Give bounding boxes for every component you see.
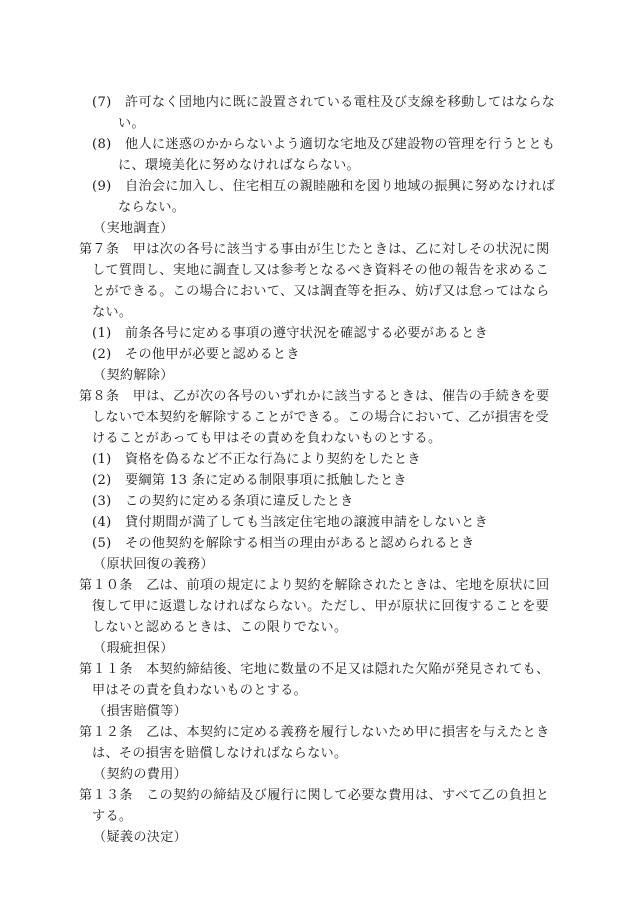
article-7-line-3: とができる。この場合において、又は調査等を拒み、妨げ又は怠ってはなら (92, 284, 550, 299)
article-13-line-1: 第１３条 この契約の締結及び履行に関して必要な費用は、すべて乙の負担と (79, 788, 550, 803)
article-8-item-5: (5) その他契約を解除する相当の理由があると認められるとき (92, 536, 475, 551)
item-9-line-1: (9) 自治会に加入し、住宅相互の親睦融和を図り地域の振興に努めなければ (92, 179, 556, 194)
section-heading-songai-baishou: （損害賠償等） (93, 704, 188, 719)
section-heading-genjou-kaifuku: （原状回復の義務） (93, 557, 214, 572)
article-11-line-2: 甲はその責を負わないものとする。 (92, 683, 308, 698)
article-8-line-3: けることがあっても甲はその責めを負わないものとする。 (92, 431, 442, 446)
article-10-line-1: 第１０条 乙は、前項の規定により契約を解除されたときは、宅地を原状に回 (79, 578, 550, 593)
item-7-line-2: い。 (118, 116, 145, 131)
article-12-line-2: は、その損害を賠償しなければならない。 (92, 746, 348, 761)
article-8-item-4: (4) 貸付期間が満了しても当該定住宅地の譲渡申請をしないとき (92, 515, 489, 530)
article-11-line-1: 第１１条 本契約締結後、宅地に数量の不足又は隠れた欠陥が発見されても、 (79, 662, 550, 677)
item-9-line-2: ならない。 (118, 200, 186, 215)
article-7-item-1: (1) 前条各号に定める事項の遵守状況を確認する必要があるとき (92, 326, 489, 341)
article-8-item-1: (1) 資格を偽るなど不正な行為により契約をしたとき (92, 452, 421, 467)
article-8-line-1: 第８条 甲は、乙が次の各号のいずれかに該当するときは、催告の手続きを要 (79, 389, 550, 404)
article-7-line-2: して質問し、実地に調査し又は参考となるべき資料その他の報告を求めるこ (92, 263, 550, 278)
article-8-line-2: しないで本契約を解除することができる。この場合において、乙が損害を受 (92, 410, 549, 425)
article-10-line-2: 復して甲に返還しなければならない。ただし、甲が原状に回復することを要 (92, 599, 550, 614)
section-heading-kashi-tanpo: （瑕疵担保） (93, 641, 174, 656)
section-heading-gigi-kettei: （疑義の決定） (93, 830, 188, 845)
item-8-line-2: に、環境美化に努めなければならない。 (118, 158, 360, 173)
section-heading-keiyaku-kaijo: （契約解除） (93, 368, 174, 383)
article-8-item-3: (3) この契約に定める条項に違反したとき (92, 494, 354, 509)
item-8-line-1: (8) 他人に迷惑のかからないよう適切な宅地及び建設物の管理を行うととも (92, 137, 556, 152)
item-7-line-1: (7) 許可なく団地内に既に設置されている電柱及び支線を移動してはならな (92, 95, 556, 110)
section-heading-jicchi-chousa: （実地調査） (93, 221, 174, 236)
section-heading-keiyaku-hiyou: （契約の費用） (93, 767, 188, 782)
article-12-line-1: 第１２条 乙は、本契約に定める義務を履行しないため甲に損害を与えたとき (79, 725, 550, 740)
article-7-line-4: ない。 (92, 305, 133, 320)
article-13-line-2: する。 (92, 809, 133, 824)
article-7-line-1: 第７条 甲は次の各号に該当する事由が生じたときは、乙に対しその状況に関 (79, 242, 550, 257)
article-8-item-2: (2) 要綱第 13 条に定める制限事項に抵触したとき (92, 473, 407, 488)
article-10-line-3: しないと認めるときは、この限りでない。 (92, 620, 348, 635)
article-7-item-2: (2) その他甲が必要と認めるとき (92, 347, 300, 362)
